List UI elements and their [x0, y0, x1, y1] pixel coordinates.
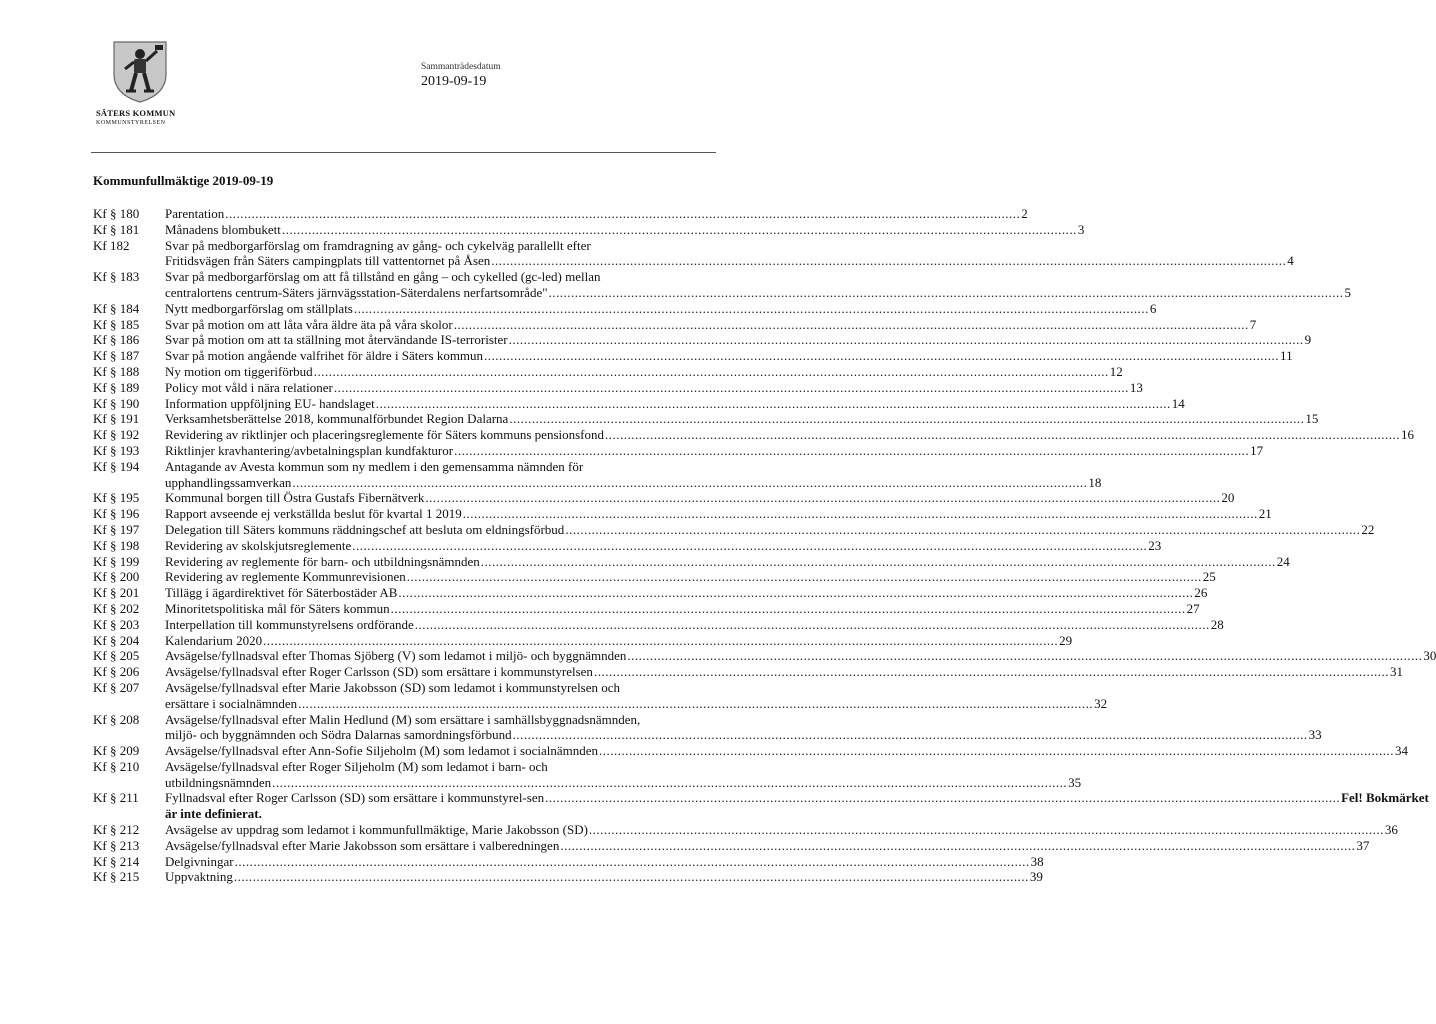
toc-entry-line	[165, 506, 1272, 522]
toc-entry-title: Policy mot våld i nära relationer	[165, 379, 333, 395]
toc-entry	[165, 459, 1101, 491]
toc-row[interactable]	[93, 316, 1257, 333]
toc-section-number: Kf § 204	[93, 632, 140, 648]
table-of-contents	[93, 206, 1436, 885]
toc-page-number: 27	[1186, 600, 1200, 616]
toc-entry-title: ersättare i socialnämnden	[165, 695, 298, 711]
toc-page-number: 34	[1395, 743, 1408, 759]
toc-page-number: 33	[1308, 727, 1322, 743]
toc-entry-title: Revidering av skolskjutsreglemente	[165, 537, 352, 553]
toc-leader-dots	[292, 475, 1087, 491]
toc-entry-title: Delegation till Säters kommuns räddningschef att besluta om eldningsförbud	[165, 521, 565, 537]
toc-entry-line	[165, 253, 1294, 269]
toc-entry-line	[165, 317, 1256, 333]
toc-section-number: Kf § 185	[93, 316, 140, 332]
toc-row[interactable]	[93, 521, 1375, 538]
toc-section-number: Kf § 200	[93, 569, 140, 585]
toc-entry-title: Avsägelse/fyllnadsval efter Roger Carlsson (SD) som ersättare i kommunstyrelsen	[165, 664, 593, 680]
toc-leader-dots	[509, 332, 1304, 348]
toc-entry-title: Uppvaktning	[165, 869, 233, 885]
toc-section-number: Kf § 203	[93, 616, 140, 632]
toc-row[interactable]	[93, 632, 1073, 649]
toc-entry	[165, 427, 1414, 443]
toc-entry-line	[165, 538, 1161, 554]
toc-entry-title: Ny motion om tiggeriförbud	[165, 363, 313, 379]
toc-entry	[165, 269, 1351, 301]
toc-entry-title: Kalendarium 2020	[165, 632, 263, 648]
toc-section-number: Kf § 191	[93, 411, 140, 427]
toc-section-number: Kf § 187	[93, 348, 140, 364]
toc-section-number: Kf § 197	[93, 521, 140, 537]
toc-page-number: 31	[1389, 664, 1403, 680]
page-title: Kommunfullmäktige 2019-09-19	[93, 173, 274, 188]
toc-page-number: 12	[1109, 363, 1123, 379]
toc-page-number: 14	[1171, 395, 1185, 411]
toc-section-number: Kf § 195	[93, 490, 140, 506]
toc-page-number: 7	[1249, 316, 1257, 332]
toc-entry-title: Avsägelse/fyllnadsval efter Roger Siljeholm (M) som ledamot i barn- och	[165, 758, 548, 774]
toc-page-number: 30	[1423, 648, 1436, 664]
toc-entry-line	[165, 222, 1084, 238]
toc-page-number: 4	[1287, 253, 1294, 269]
toc-entry-line	[165, 869, 1043, 885]
toc-row[interactable]	[93, 395, 1185, 412]
toc-entry-title: Information uppföljning EU- handslaget	[165, 395, 375, 411]
toc-entry-title: upphandlingssamverkan	[165, 474, 292, 490]
toc-section-number: Kf § 184	[93, 300, 140, 316]
toc-leader-dots	[352, 538, 1147, 554]
toc-entry-line	[165, 238, 1294, 254]
toc-entry	[165, 554, 1290, 570]
toc-entry-title: miljö- och byggnämnden och Södra Dalarnas samordningsförbund	[165, 727, 512, 743]
toc-row[interactable]	[93, 506, 1272, 522]
toc-leader-dots	[627, 648, 1422, 664]
toc-entry	[165, 222, 1084, 238]
toc-entry-title: Interpellation till kommunstyrelsens ordförande	[165, 616, 414, 632]
toc-row[interactable]	[93, 411, 1319, 427]
toc-page-number: 21	[1258, 506, 1272, 522]
coat-of-arms-icon	[110, 38, 170, 104]
toc-row[interactable]	[93, 269, 1352, 301]
toc-entry	[165, 680, 1107, 712]
toc-entry-line	[165, 696, 1107, 712]
toc-row[interactable]	[93, 711, 1322, 744]
toc-entry	[165, 712, 1322, 744]
toc-entry-line	[165, 727, 1322, 743]
toc-entry-line	[165, 332, 1311, 348]
toc-entry-line	[165, 490, 1234, 506]
toc-page-number: 6	[1149, 300, 1157, 316]
toc-entry-line	[165, 759, 1081, 775]
toc-section-number: Kf § 190	[93, 395, 140, 411]
toc-page-number: 18	[1088, 474, 1102, 490]
toc-page-number: 2	[1021, 206, 1028, 221]
toc-entry-line	[165, 585, 1207, 601]
toc-section-number: Kf § 207	[93, 679, 140, 695]
toc-leader-dots	[545, 790, 1340, 806]
toc-entry-title: Kommunal borgen till Östra Gustafs Fibernätverk	[165, 490, 425, 506]
toc-entry	[165, 743, 1408, 759]
toc-entry-title: Parentation	[165, 206, 225, 221]
toc-row[interactable]	[93, 363, 1123, 380]
toc-row[interactable]	[93, 869, 1043, 885]
toc-row[interactable]	[93, 379, 1143, 396]
toc-section-number: Kf § 209	[93, 743, 140, 759]
toc-leader-dots	[594, 664, 1389, 680]
toc-entry-line	[165, 838, 1369, 854]
toc-page-number: 36	[1384, 822, 1398, 838]
toc-row[interactable]	[93, 427, 1414, 443]
toc-entry-line	[165, 790, 1429, 806]
toc-page-number: 22	[1361, 521, 1375, 537]
toc-page-number: 23	[1148, 537, 1162, 553]
toc-section-number: Kf § 199	[93, 553, 140, 569]
toc-entry-title: Avsägelse/fyllnadsval efter Malin Hedlund (M) som ersättare i samhällsbyggnadsnämnden,	[165, 711, 641, 727]
toc-entry	[165, 332, 1311, 348]
toc-leader-dots	[454, 443, 1249, 459]
toc-entry-line	[165, 364, 1123, 380]
toc-entry-line	[165, 269, 1351, 285]
toc-entry-title: centralortens centrum-Säters järnvägsstation-Säterdalens nerfartsområde"	[165, 284, 548, 300]
toc-row[interactable]	[93, 822, 1398, 838]
toc-page-number: 16	[1401, 427, 1414, 443]
toc-entry-line	[165, 806, 1429, 822]
toc-page-number: 39	[1029, 869, 1043, 885]
toc-entry	[165, 238, 1294, 270]
toc-entry-title: Svar på motion angående valfrihet för äldre i Säters kommun	[165, 348, 484, 364]
toc-row[interactable]	[93, 332, 1312, 348]
toc-entry-line	[165, 854, 1044, 870]
toc-entry	[165, 854, 1044, 870]
toc-entry-title: Revidering av reglemente för barn- och utbildningsnämnden	[165, 553, 480, 569]
meeting-date: 2019-09-19	[421, 74, 487, 89]
toc-section-number: Kf § 202	[93, 600, 140, 616]
toc-leader-dots	[398, 585, 1193, 601]
toc-row[interactable]	[93, 837, 1370, 854]
toc-page-number: 29	[1059, 632, 1073, 648]
toc-entry-line	[165, 743, 1408, 759]
toc-entry-title: Verksamhetsberättelse 2018, kommunalförbundet Region Dalarna	[165, 411, 509, 427]
toc-leader-dots	[263, 633, 1058, 649]
toc-leader-dots	[599, 743, 1394, 759]
toc-section-number: Kf § 210	[93, 758, 140, 774]
toc-leader-dots	[605, 427, 1400, 443]
toc-section-number: Kf 182	[93, 237, 130, 253]
toc-leader-dots	[354, 301, 1149, 317]
toc-row[interactable]	[93, 537, 1162, 554]
toc-entry	[165, 633, 1072, 649]
toc-entry-line	[165, 680, 1107, 696]
toc-leader-dots	[425, 490, 1220, 506]
toc-section-number: Kf § 181	[93, 221, 140, 237]
toc-entry-title: Avsägelse av uppdrag som ledamot i kommunfullmäktige, Marie Jakobsson (SD)	[165, 822, 588, 838]
toc-entry-title: Riktlinjer kravhantering/avbetalningsplan kundfakturor	[165, 442, 454, 458]
toc-entry	[165, 869, 1043, 885]
toc-page-number: 24	[1276, 553, 1290, 569]
toc-leader-dots	[513, 727, 1308, 743]
toc-entry-title: Nytt medborgarförslag om ställplats	[165, 300, 353, 316]
toc-entry	[165, 822, 1398, 838]
toc-leader-dots	[481, 554, 1276, 570]
toc-section-number: Kf § 188	[93, 363, 140, 379]
toc-page-number: 11	[1280, 348, 1293, 364]
toc-row[interactable]	[93, 758, 1082, 791]
toc-row[interactable]	[93, 743, 1408, 759]
toc-entry	[165, 348, 1293, 364]
toc-section-number: Kf § 215	[93, 869, 140, 885]
toc-entry	[165, 506, 1272, 522]
toc-entry	[165, 411, 1318, 427]
toc-row[interactable]	[93, 679, 1108, 712]
toc-leader-dots	[484, 348, 1279, 364]
toc-entry-title: Avsägelse/fyllnadsval efter Thomas Sjöberg (V) som ledamot i miljö- och byggnämnden	[165, 648, 627, 664]
toc-entry-line	[165, 206, 1028, 222]
toc-entry	[165, 380, 1143, 396]
toc-page-number: 5	[1344, 284, 1352, 300]
toc-entry-title: Fyllnadsval efter Roger Carlsson (SD) som ersättare i kommunstyrel-sen	[165, 790, 545, 806]
toc-page-number: 37	[1356, 837, 1370, 853]
toc-entry-title: Antagande av Avesta kommun som ny medlem i den gemensamma nämnden för	[165, 458, 584, 474]
toc-entry-line	[165, 411, 1318, 427]
toc-row[interactable]	[93, 553, 1290, 570]
toc-entry-title: Avsägelse/fyllnadsval efter Marie Jakobsson som ersättare i valberedningen	[165, 837, 560, 853]
toc-entry-title: Svar på medborgarförslag om att få tillstånd en gång – och cykelled (gc-led) mellan	[165, 269, 601, 285]
toc-entry-title: utbildningsnämnden	[165, 774, 272, 790]
toc-leader-dots	[282, 222, 1077, 238]
toc-leader-dots	[565, 522, 1360, 538]
toc-entry	[165, 601, 1200, 617]
toc-leader-dots	[463, 506, 1258, 522]
toc-entry-title: Avsägelse/fyllnadsval efter Marie Jakobsson (SD) som ledamot i kommunstyrelsen och	[165, 679, 621, 695]
meeting-date-label: Sammanträdesdatum	[421, 62, 501, 72]
toc-section-number: Kf § 206	[93, 664, 140, 680]
toc-entry	[165, 364, 1123, 380]
toc-leader-dots	[376, 396, 1171, 412]
toc-section-number: Kf § 189	[93, 379, 140, 395]
toc-leader-dots	[391, 601, 1186, 617]
toc-row[interactable]	[93, 664, 1403, 680]
toc-entry-title: Rapport avseende ej verkställda beslut för kvartal 1 2019	[165, 506, 462, 522]
toc-entry-title: Minoritetspolitiska mål för Säters kommun	[165, 600, 390, 616]
toc-leader-dots	[454, 317, 1249, 333]
toc-entry	[165, 301, 1156, 317]
toc-entry-line	[165, 601, 1200, 617]
toc-leader-dots	[234, 869, 1029, 885]
toc-entry	[165, 538, 1161, 554]
toc-leader-dots	[491, 253, 1286, 269]
toc-section-number: Kf § 208	[93, 711, 140, 727]
toc-section-number: Kf § 205	[93, 648, 140, 664]
toc-entry	[165, 317, 1256, 333]
toc-page-number: 3	[1077, 221, 1085, 237]
toc-entry-line	[165, 348, 1293, 364]
toc-entry	[165, 522, 1374, 538]
toc-entry	[165, 664, 1403, 680]
toc-entry	[165, 206, 1028, 222]
toc-section-number: Kf § 194	[93, 458, 140, 474]
toc-entry-line	[165, 617, 1224, 633]
toc-row[interactable]	[93, 585, 1208, 601]
toc-row[interactable]	[93, 300, 1157, 317]
toc-entry	[165, 759, 1081, 791]
toc-page-number: Fel! Bokmärket	[1341, 790, 1429, 806]
toc-entry	[165, 443, 1263, 459]
toc-entry-title: Delgivningar	[165, 853, 234, 869]
toc-entry-title: Avsägelse/fyllnadsval efter Ann-Sofie Siljeholm (M) som ledamot i socialnämnden	[165, 743, 598, 759]
toc-entry-title: Revidering av reglemente Kommunrevisionen	[165, 569, 406, 585]
toc-section-number: Kf § 198	[93, 537, 140, 553]
toc-row[interactable]	[93, 616, 1224, 633]
toc-entry-line	[165, 475, 1101, 491]
toc-row[interactable]	[93, 237, 1294, 270]
toc-entry-line	[165, 380, 1143, 396]
toc-entry-title: Månadens blombukett	[165, 221, 281, 237]
toc-row[interactable]	[93, 442, 1264, 459]
toc-entry	[165, 648, 1436, 664]
header-divider	[91, 152, 716, 153]
toc-page-number: 28	[1210, 616, 1224, 632]
toc-entry-title: Tillägg i ägardirektivet för Säterbostäder AB	[165, 585, 398, 601]
org-name: SÄTERS KOMMUN	[96, 108, 176, 118]
toc-entry-title: Svar på motion om att ta ställning mot återvändande IS-terrorister	[165, 332, 508, 348]
toc-leader-dots	[560, 838, 1355, 854]
toc-entry-title: Fritidsvägen från Säters campingplats till vattentornet på Åsen	[165, 253, 491, 269]
toc-section-number: Kf § 196	[93, 506, 140, 522]
toc-page-number: 9	[1304, 332, 1312, 348]
toc-leader-dots	[235, 854, 1030, 870]
toc-row[interactable]	[93, 853, 1044, 870]
toc-entry-line	[165, 822, 1398, 838]
municipality-logo	[96, 38, 186, 126]
toc-page-number: 25	[1202, 569, 1216, 585]
toc-leader-dots	[334, 380, 1129, 396]
toc-entry-line	[165, 712, 1322, 728]
department-name: KOMMUNSTYRELSEN	[96, 120, 166, 126]
toc-page-number: 17	[1250, 442, 1264, 458]
toc-row[interactable]	[93, 600, 1200, 617]
toc-section-number: Kf § 180	[93, 206, 140, 221]
toc-page-number: 13	[1129, 379, 1143, 395]
toc-entry-line	[165, 459, 1101, 475]
toc-section-number: Kf § 193	[93, 442, 140, 458]
toc-row[interactable]	[93, 790, 1429, 822]
toc-section-number: Kf § 214	[93, 853, 140, 869]
toc-entry	[165, 585, 1207, 601]
toc-entry-line	[165, 396, 1185, 412]
toc-section-number: Kf § 212	[93, 822, 140, 838]
toc-row[interactable]	[93, 648, 1436, 664]
toc-entry	[165, 569, 1216, 585]
toc-leader-dots	[549, 285, 1344, 301]
toc-entry-title: är inte definierat.	[165, 806, 262, 822]
toc-page-number: 15	[1305, 411, 1319, 427]
toc-leader-dots	[225, 206, 1020, 222]
toc-page-number: 32	[1094, 695, 1108, 711]
toc-entry-title: Svar på medborgarförslag om framdragning av gång- och cykelväg parallellt efter	[165, 237, 591, 253]
toc-entry	[165, 490, 1234, 506]
toc-section-number: Kf § 192	[93, 427, 140, 443]
toc-leader-dots	[509, 411, 1304, 427]
toc-section-number: Kf § 201	[93, 585, 140, 601]
toc-entry-line	[165, 664, 1403, 680]
toc-entry	[165, 838, 1369, 854]
toc-page-number: 20	[1221, 490, 1235, 506]
toc-section-number: Kf § 213	[93, 837, 140, 853]
toc-entry-line	[165, 775, 1081, 791]
toc-leader-dots	[298, 696, 1093, 712]
toc-leader-dots	[272, 775, 1067, 791]
toc-entry-line	[165, 554, 1290, 570]
toc-leader-dots	[407, 569, 1202, 585]
toc-section-number: Kf § 186	[93, 332, 140, 348]
toc-page-number: 38	[1030, 853, 1044, 869]
toc-entry-line	[165, 443, 1263, 459]
toc-entry-line	[165, 522, 1374, 538]
toc-page-number: 35	[1068, 774, 1082, 790]
toc-row[interactable]	[93, 458, 1102, 491]
toc-leader-dots	[314, 364, 1109, 380]
toc-entry-line	[165, 648, 1436, 664]
toc-entry	[165, 396, 1185, 412]
toc-row[interactable]	[93, 348, 1293, 364]
toc-row[interactable]	[93, 221, 1085, 238]
toc-row[interactable]	[93, 490, 1235, 506]
toc-page-number: 26	[1194, 585, 1208, 601]
toc-entry-line	[165, 301, 1156, 317]
toc-leader-dots	[415, 617, 1210, 633]
toc-section-number: Kf § 183	[93, 269, 140, 285]
toc-row[interactable]	[93, 206, 1028, 222]
toc-row[interactable]	[93, 569, 1216, 585]
toc-entry	[165, 790, 1429, 822]
toc-entry-line	[165, 285, 1351, 301]
toc-entry	[165, 617, 1224, 633]
toc-entry-line	[165, 569, 1216, 585]
toc-entry-line	[165, 633, 1072, 649]
toc-entry-line	[165, 427, 1414, 443]
toc-section-number: Kf § 211	[93, 790, 139, 806]
toc-leader-dots	[589, 822, 1384, 838]
toc-entry-title: Svar på motion om att låta våra äldre äta på våra skolor	[165, 316, 453, 332]
toc-entry-title: Revidering av riktlinjer och placeringsreglemente för Säters kommuns pensionsfond	[165, 427, 604, 443]
